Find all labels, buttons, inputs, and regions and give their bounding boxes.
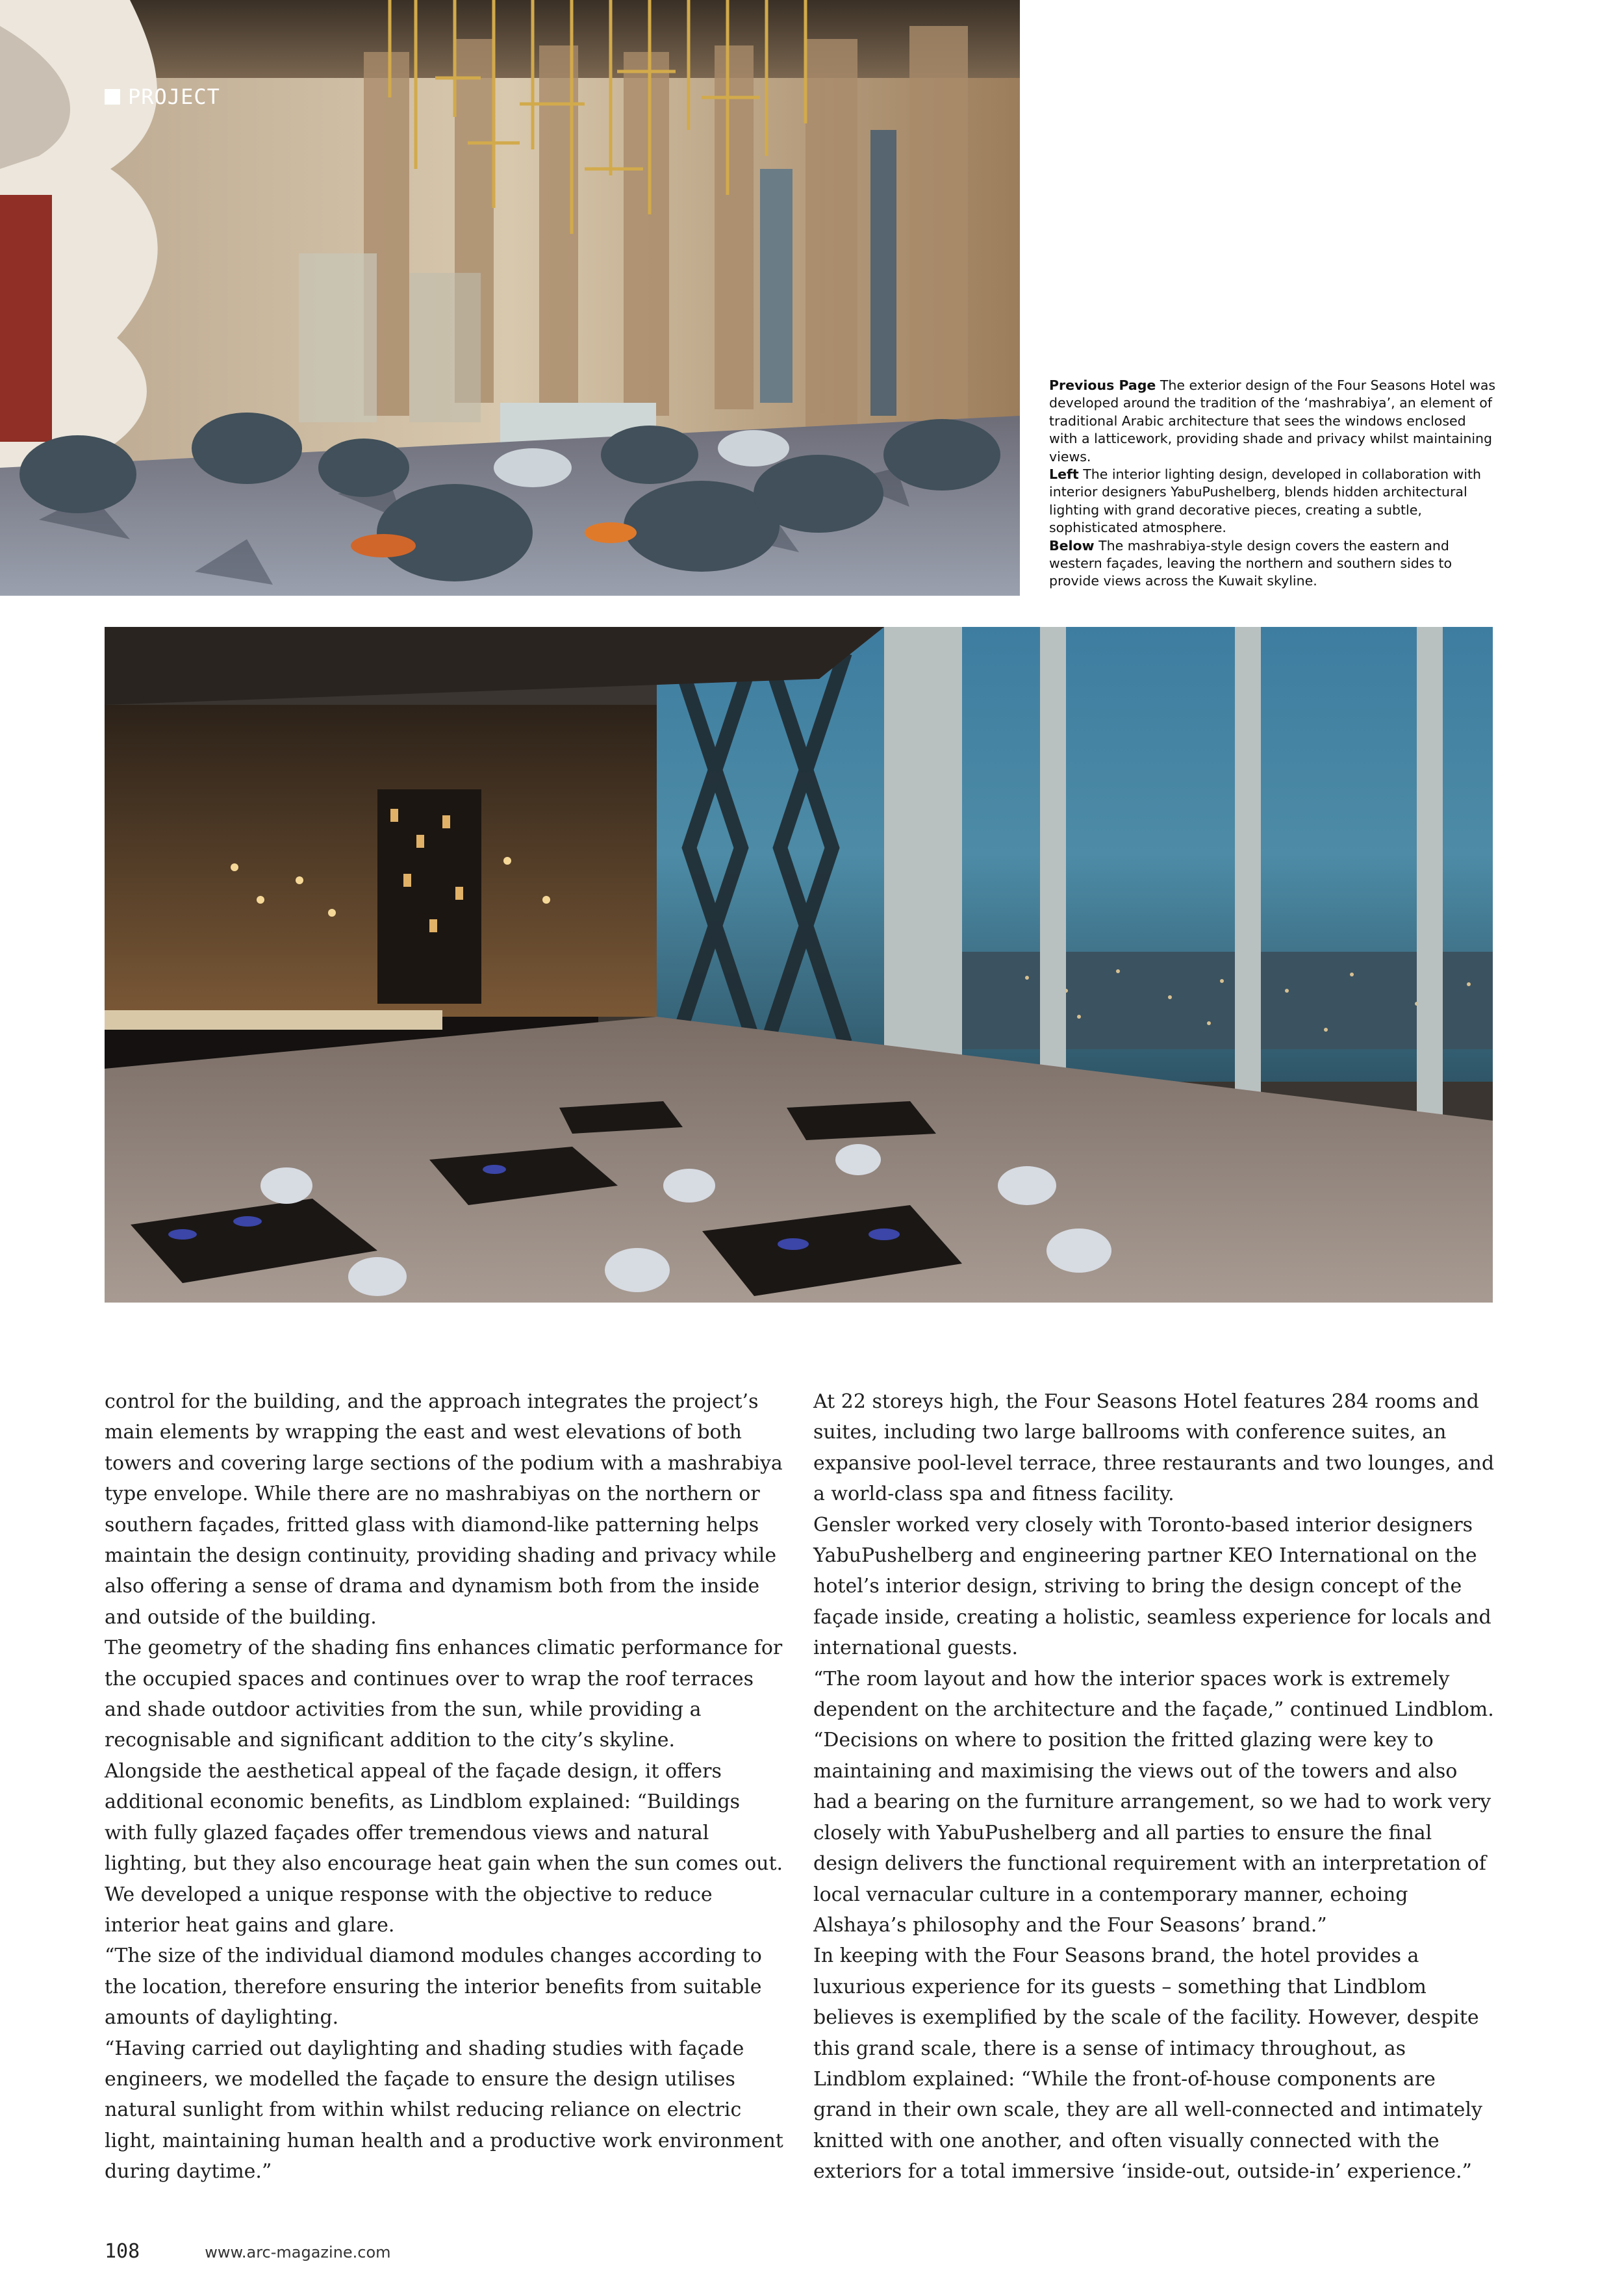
section-tag [105, 84, 220, 109]
website-link[interactable]: www.arc-magazine.com [205, 2243, 391, 2261]
caption-label: Left [1049, 466, 1079, 483]
caption-text: The exterior design of the Four Seasons Hotel was developed around the tradition of the ‘mashrabiya’, an element of traditional Arabic architecture that sees the windows enclosed with a latticework, providing shade and privacy whilst maintaining views. [1049, 377, 1496, 465]
caption-text: The mashrabiya-style design covers the eastern and western façades, leaving the northern and southern sides to provide views across the Kuwait skyline. [1049, 537, 1453, 589]
restaurant-photo-graphic [105, 627, 1493, 1303]
article-paragraph: control for the building, and the approach integrates the project’s main elements by wrapping the east and west elevations of both towers and covering large sections of the podium with a mashrabiya type envelope. While there are no mashrabiyas on the northern or southern façades, fritted glass with diamond-like patterning helps maintain the design continuity, providing shading and privacy while also offering a sense of drama and dynamism both from the inside and outside of the building. [105, 1390, 783, 1629]
article-paragraph: At 22 storeys high, the Four Seasons Hotel features 284 rooms and suites, including two large ballrooms with conference suites, an expansive pool-level terrace, three restaurants and two lounges, and a world-class spa and fitness facility. [813, 1390, 1495, 1506]
caption-label: Previous Page [1049, 377, 1156, 393]
article-paragraph: The geometry of the shading fins enhances climatic performance for the occupied spaces and continues over to wrap the roof terraces and shade outdoor activities from the sun, while providing a recognisable and significant addition to the city’s skyline. [105, 1636, 783, 1752]
page-footer [105, 2240, 391, 2263]
photo-caption [1049, 377, 1497, 591]
article-paragraph: “Having carried out daylighting and shading studies with façade engineers, we modelled the façade to ensure the design utilises natural sunlight from within whilst reducing reliance on electric light, maintaining human health and a productive work environment during daytime.” [105, 2037, 783, 2184]
caption-entry [1049, 377, 1497, 466]
article-paragraph: “The size of the individual diamond modules changes according to the location, therefore ensuring the interior benefits from suitable amounts of daylighting. [105, 1944, 762, 2030]
restaurant-photo [105, 627, 1493, 1303]
section-square-icon [105, 89, 120, 105]
article-paragraph: Alongside the aesthetical appeal of the façade design, it offers additional economic benefits, as Lindblom explained: “Buildings with fully glazed façades offer tremendous views and natural lighting, but they also encourage heat gain when the sun comes out. We developed a unique response with the objective to reduce interior heat gains and glare. [105, 1759, 783, 1937]
article-paragraph: “The room layout and how the interior spaces work is extremely dependent on the architecture and the façade,” continued Lindblom. “Decisions on where to position the fritted glazing were key to maintaining and maximising the views out of the towers and also had a bearing on the furniture arrangement, so we had to work very closely with YabuPushelberg and all parties to ensure the final design delivers the functional requirement with an interpretation of local vernacular culture in a contemporary manner, echoing Alshaya’s philosophy and the Four Seasons’ brand.” [813, 1667, 1494, 1937]
article-paragraph: Gensler worked very closely with Toronto-based interior designers YabuPushelberg and engineering partner KEO International on the hotel’s interior design, striving to bring the design concept of the façade inside, creating a holistic, seamless experience for locals and international guests. [813, 1513, 1491, 1660]
caption-label: Below [1049, 537, 1095, 554]
article-paragraph: In keeping with the Four Seasons brand, the hotel provides a luxurious experience for its guests – something that Lindblom believes is exemplified by the scale of the facility. However, despite this grand scale, there is a sense of intimacy throughout, as Lindblom explained: “While the front-of-house components are grand in their own scale, they are all well-connected and intimately knitted with one another, and often visually connected with the exteriors for a total immersive ‘inside-out, outside-in’ experience.” [813, 1944, 1482, 2184]
page-number: 108 [105, 2240, 140, 2263]
caption-entry [1049, 466, 1497, 537]
section-label: PROJECT [128, 84, 220, 109]
article-right-column [813, 1386, 1495, 2187]
caption-entry [1049, 537, 1497, 591]
article-left-column [105, 1386, 787, 2187]
caption-text: The interior lighting design, developed in collaboration with interior designers YabuPushelberg, blends hidden architectural lighting with grand decorative pieces, creating a subtle, sophisticated atmosphere. [1049, 466, 1482, 536]
